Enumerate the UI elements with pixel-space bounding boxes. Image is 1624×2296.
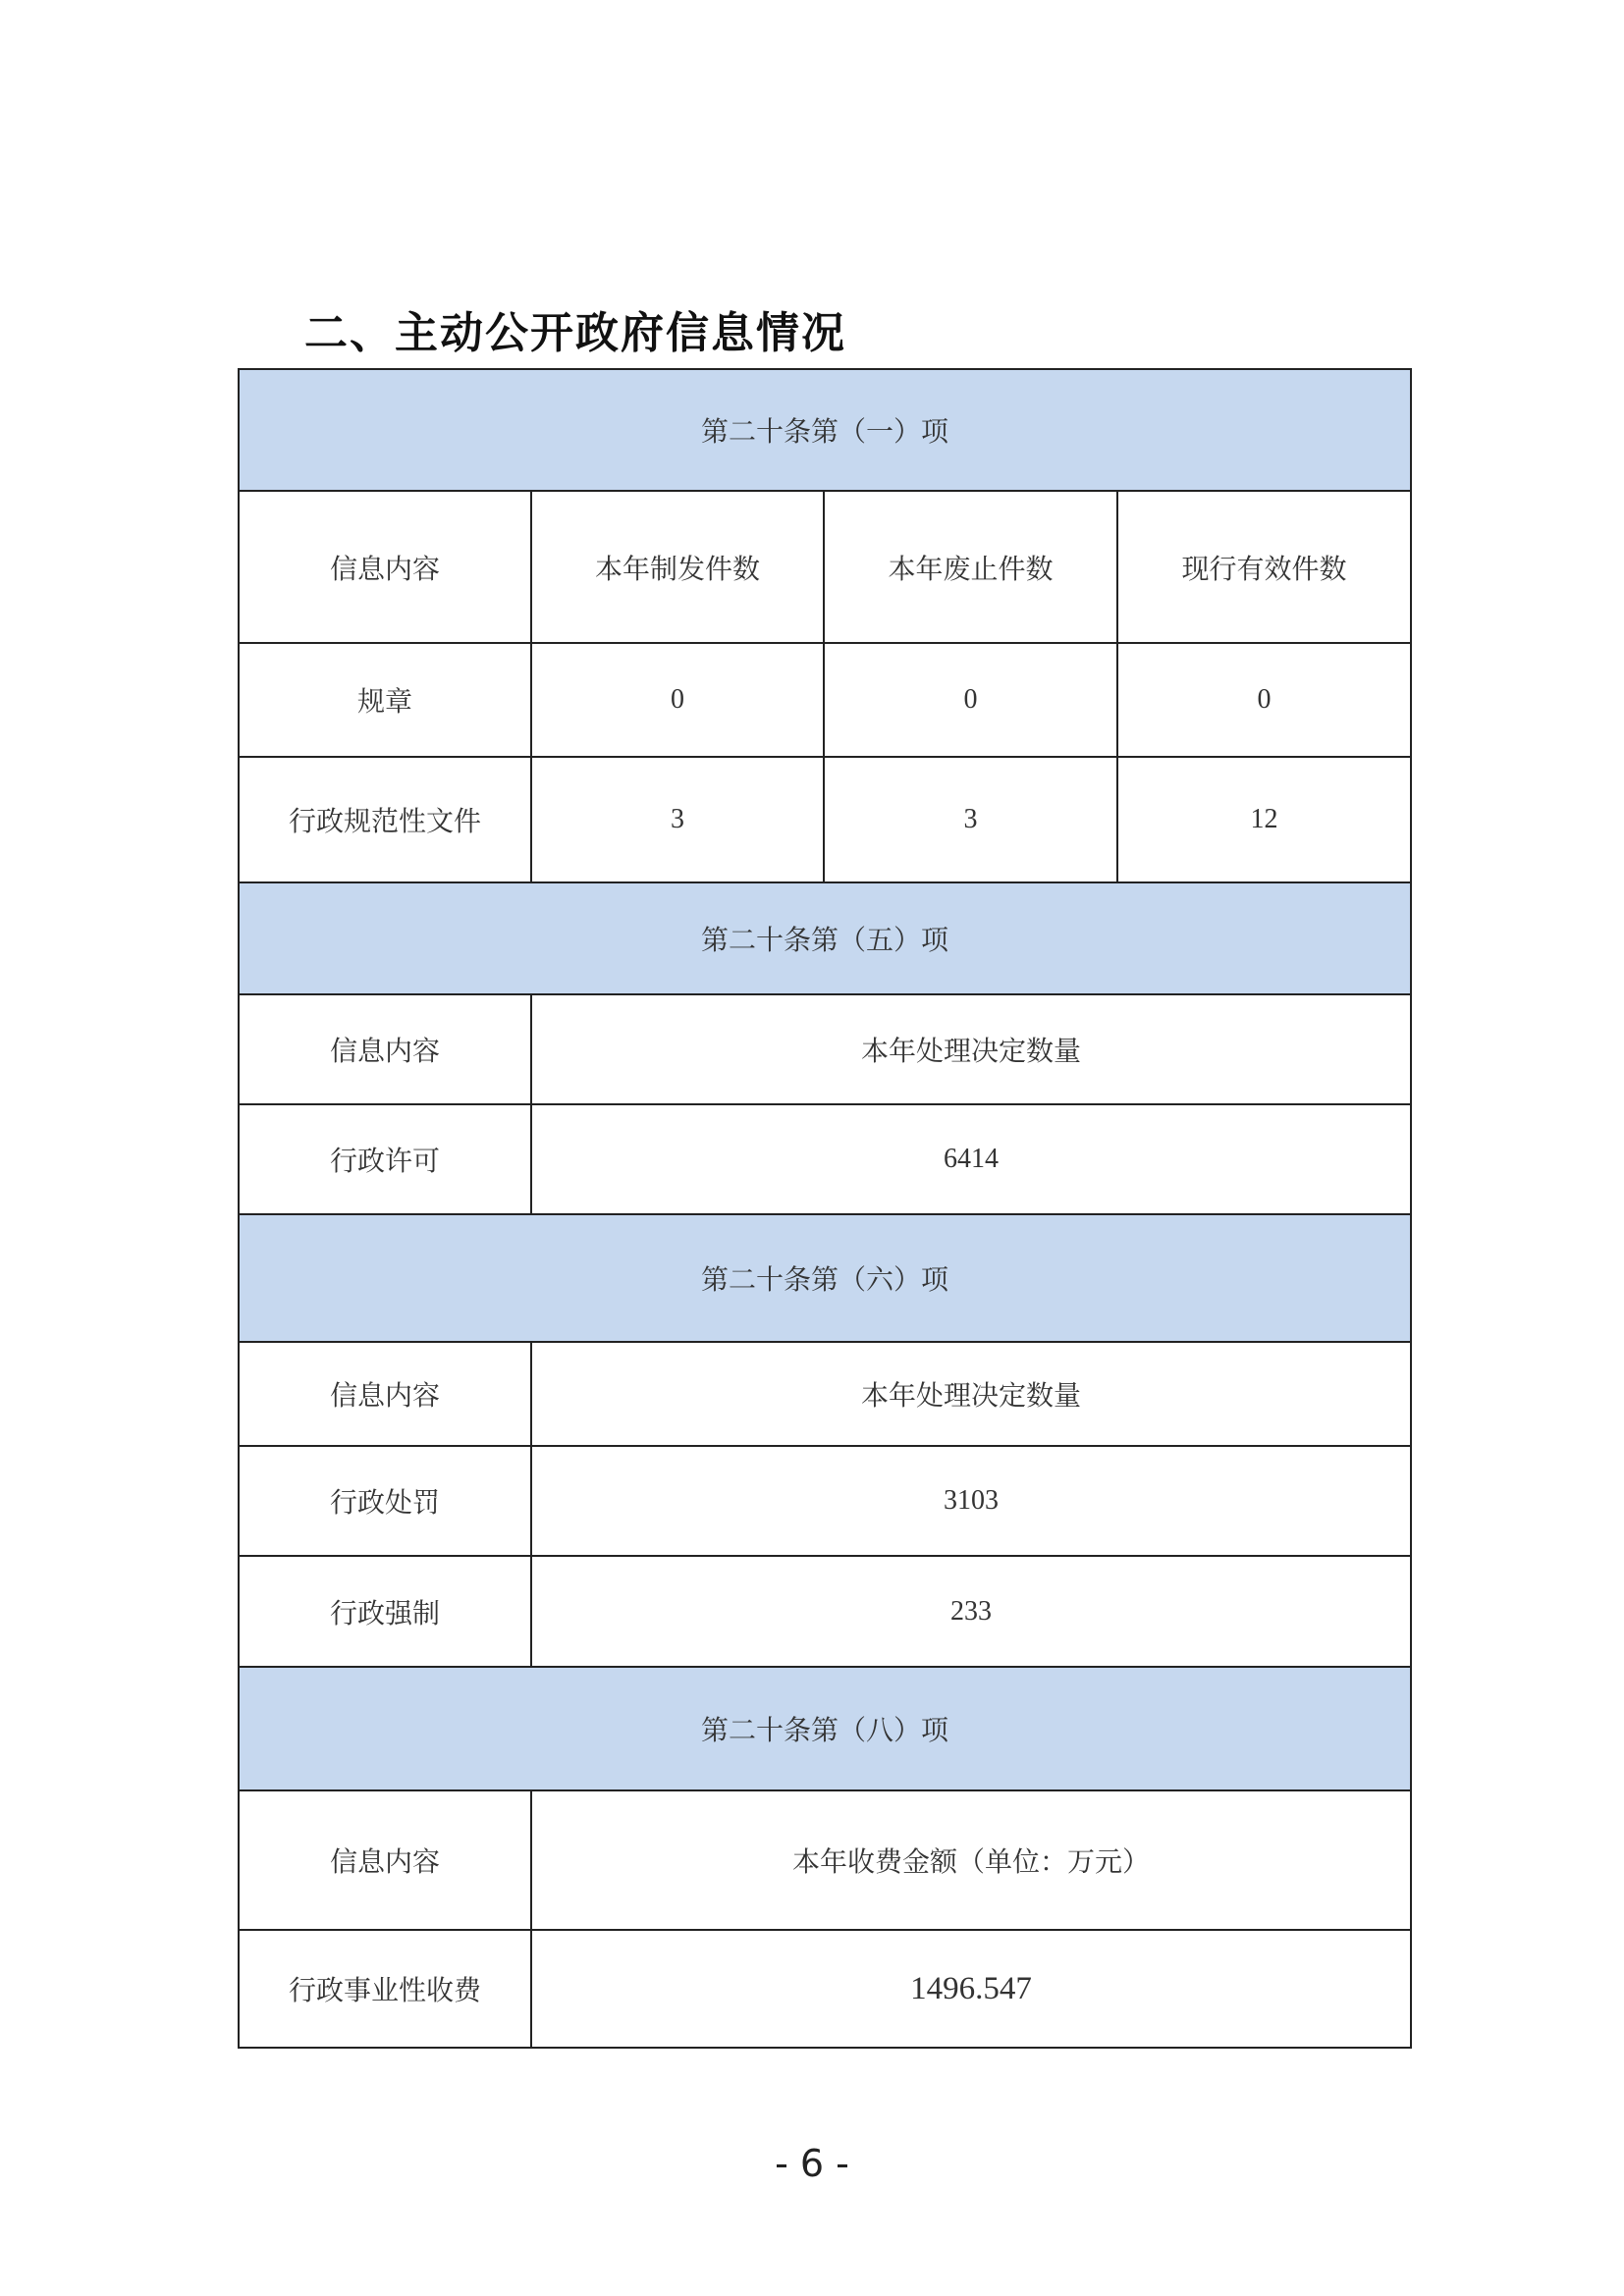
cell-value: 0 xyxy=(824,643,1117,757)
column-header: 本年处理决定数量 xyxy=(531,1342,1411,1446)
cell-value: 12 xyxy=(1117,757,1411,882)
section-title: 第二十条第（五）项 xyxy=(239,882,1411,994)
table-row xyxy=(239,1556,1411,1667)
row-label: 行政处罚 xyxy=(239,1446,531,1556)
cell-value: 3 xyxy=(824,757,1117,882)
section-header-row xyxy=(239,882,1411,994)
section-title: 第二十条第（八）项 xyxy=(239,1667,1411,1790)
column-header: 信息内容 xyxy=(239,1342,531,1446)
row-label: 行政规范性文件 xyxy=(239,757,531,882)
cell-value: 233 xyxy=(531,1556,1411,1667)
section-header-row xyxy=(239,369,1411,491)
section-heading: 二、主动公开政府信息情况 xyxy=(304,308,846,358)
cell-value: 0 xyxy=(531,643,824,757)
column-header: 本年处理决定数量 xyxy=(531,994,1411,1104)
column-header: 现行有效件数 xyxy=(1117,491,1411,643)
section-header-row xyxy=(239,1214,1411,1342)
column-header: 本年废止件数 xyxy=(824,491,1117,643)
page-number: - 6 - xyxy=(775,2142,849,2185)
disclosure-table xyxy=(238,368,1412,2049)
section-title: 第二十条第（一）项 xyxy=(239,369,1411,491)
cell-value: 3 xyxy=(531,757,824,882)
column-header: 本年制发件数 xyxy=(531,491,824,643)
table-row xyxy=(239,1104,1411,1214)
column-header-row xyxy=(239,994,1411,1104)
table-row xyxy=(239,643,1411,757)
row-label: 行政许可 xyxy=(239,1104,531,1214)
column-header: 信息内容 xyxy=(239,994,531,1104)
column-header-row xyxy=(239,1790,1411,1930)
table-row xyxy=(239,757,1411,882)
column-header-row xyxy=(239,1342,1411,1446)
row-label: 规章 xyxy=(239,643,531,757)
section-title: 第二十条第（六）项 xyxy=(239,1214,1411,1342)
column-header: 信息内容 xyxy=(239,491,531,643)
section-header-row xyxy=(239,1667,1411,1790)
cell-value: 6414 xyxy=(531,1104,1411,1214)
column-header-row xyxy=(239,491,1411,643)
column-header: 本年收费金额（单位：万元） xyxy=(531,1790,1411,1930)
cell-value: 3103 xyxy=(531,1446,1411,1556)
cell-value: 1496.547 xyxy=(531,1930,1411,2048)
table-row xyxy=(239,1446,1411,1556)
row-label: 行政强制 xyxy=(239,1556,531,1667)
row-label: 行政事业性收费 xyxy=(239,1930,531,2048)
cell-value: 0 xyxy=(1117,643,1411,757)
column-header: 信息内容 xyxy=(239,1790,531,1930)
table-row xyxy=(239,1930,1411,2048)
